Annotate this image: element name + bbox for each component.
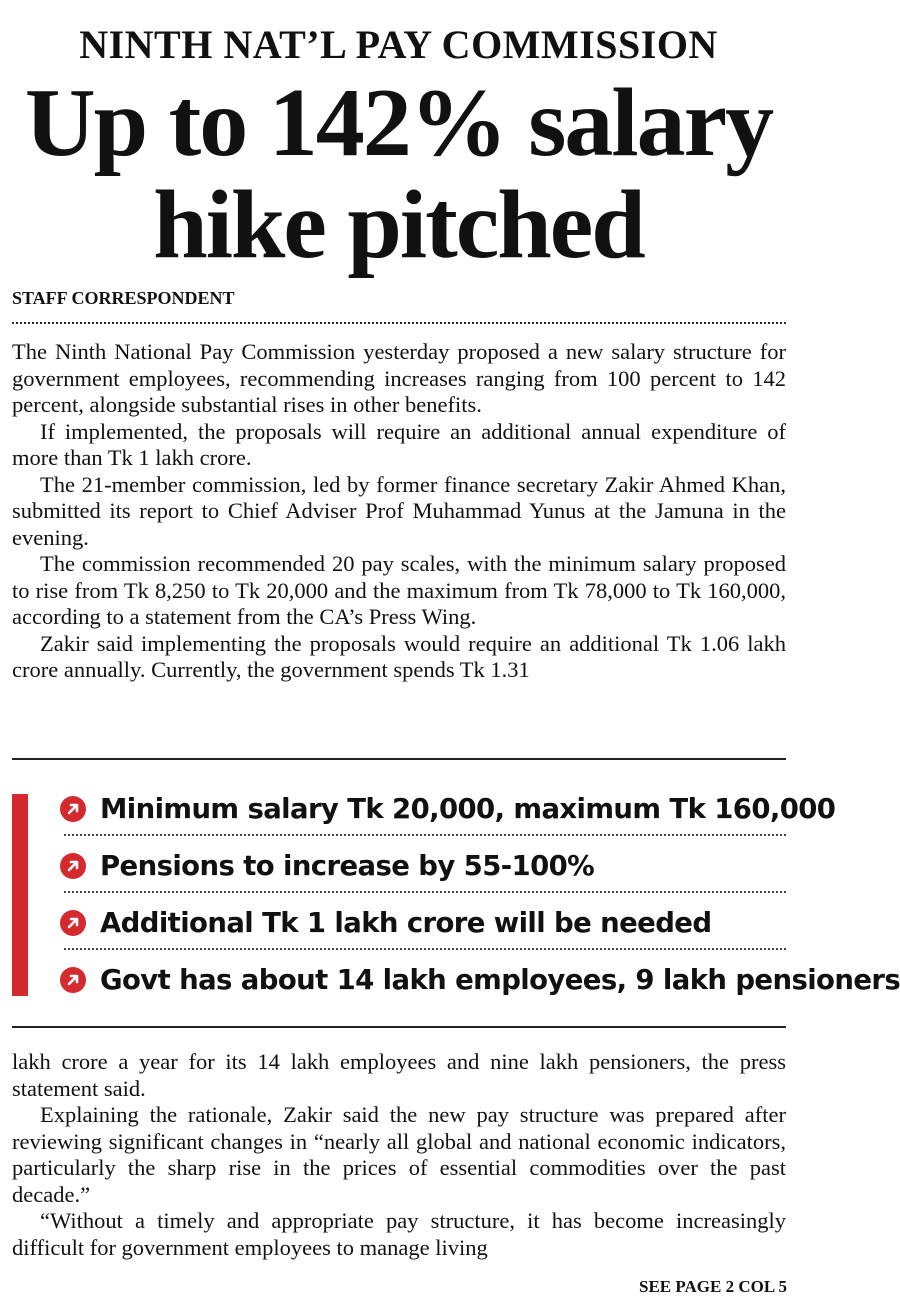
highlight-item	[60, 837, 786, 894]
highlights-accent-bar	[12, 794, 28, 996]
arrow-up-right-icon	[60, 853, 86, 879]
highlights-box	[12, 780, 900, 996]
article-body-top	[12, 339, 786, 684]
highlight-divider	[64, 948, 786, 950]
paragraph: “Without a timely and appropriate pay structure, it has become increasingly difficult for government employees to manage living	[12, 1208, 786, 1260]
arrow-up-right-icon	[60, 967, 86, 993]
continuation-jump: SEE PAGE 2 COL 5	[639, 1277, 787, 1296]
paragraph: Explaining the rationale, Zakir said the new pay structure was prepared after reviewing significant changes in “nearly all global and national economic indicators, particularly the sharp rise in the prices of essential commodities over the past decade.”	[12, 1102, 786, 1207]
highlight-divider	[64, 891, 786, 893]
paragraph: The Ninth National Pay Commission yesterday proposed a new salary structure for government employees, recommending increases ranging from 100 percent to 142 percent, alongside substantial rises in other benefits.	[12, 339, 786, 417]
byline-divider	[12, 322, 786, 324]
paragraph: Zakir said implementing the proposals would require an additional Tk 1.06 lakh crore annually. Currently, the government spends Tk 1.31	[12, 630, 786, 682]
paragraph: lakh crore a year for its 14 lakh employees and nine lakh pensioners, the press statement said.	[12, 1049, 786, 1101]
headline	[0, 69, 797, 279]
arrow-up-right-icon	[60, 796, 86, 822]
highlight-divider	[64, 834, 786, 836]
highlights-bottom-rule	[12, 1026, 786, 1028]
highlight-text: Additional Tk 1 lakh crore will be needed	[100, 906, 712, 939]
byline: STAFF CORRESPONDENT	[12, 288, 235, 308]
highlight-item	[60, 951, 900, 1008]
highlight-text: Minimum salary Tk 20,000, maximum Tk 160,000	[100, 792, 836, 825]
paragraph: The commission recommended 20 pay scales, with the minimum salary proposed to rise from Tk 8,250 to Tk 20,000 and the maximum from Tk 78,000 to Tk 160,000, according to a statement from the CA’s Press Wing.	[12, 551, 786, 629]
paragraph: The 21-member commission, led by former finance secretary Zakir Ahmed Khan, submitted its report to Chief Adviser Prof Muhammad Yunus at the Jamuna in the evening.	[12, 471, 786, 550]
highlights-top-rule	[12, 758, 786, 760]
arrow-up-right-icon	[60, 910, 86, 936]
kicker: NINTH NAT’L PAY COMMISSION	[79, 22, 718, 67]
paragraph: If implemented, the proposals will require an additional annual expenditure of more than Tk 1 lakh crore.	[12, 418, 786, 470]
article-body-bottom	[12, 1049, 786, 1261]
headline-line-1: Up to 142% salary	[24, 69, 773, 177]
highlight-text: Pensions to increase by 55-100%	[100, 849, 595, 882]
highlight-item	[60, 894, 786, 951]
headline-line-2: hike pitched	[153, 171, 644, 279]
highlight-text: Govt has about 14 lakh employees, 9 lakh pensioners	[100, 963, 900, 996]
highlight-item	[60, 780, 836, 837]
